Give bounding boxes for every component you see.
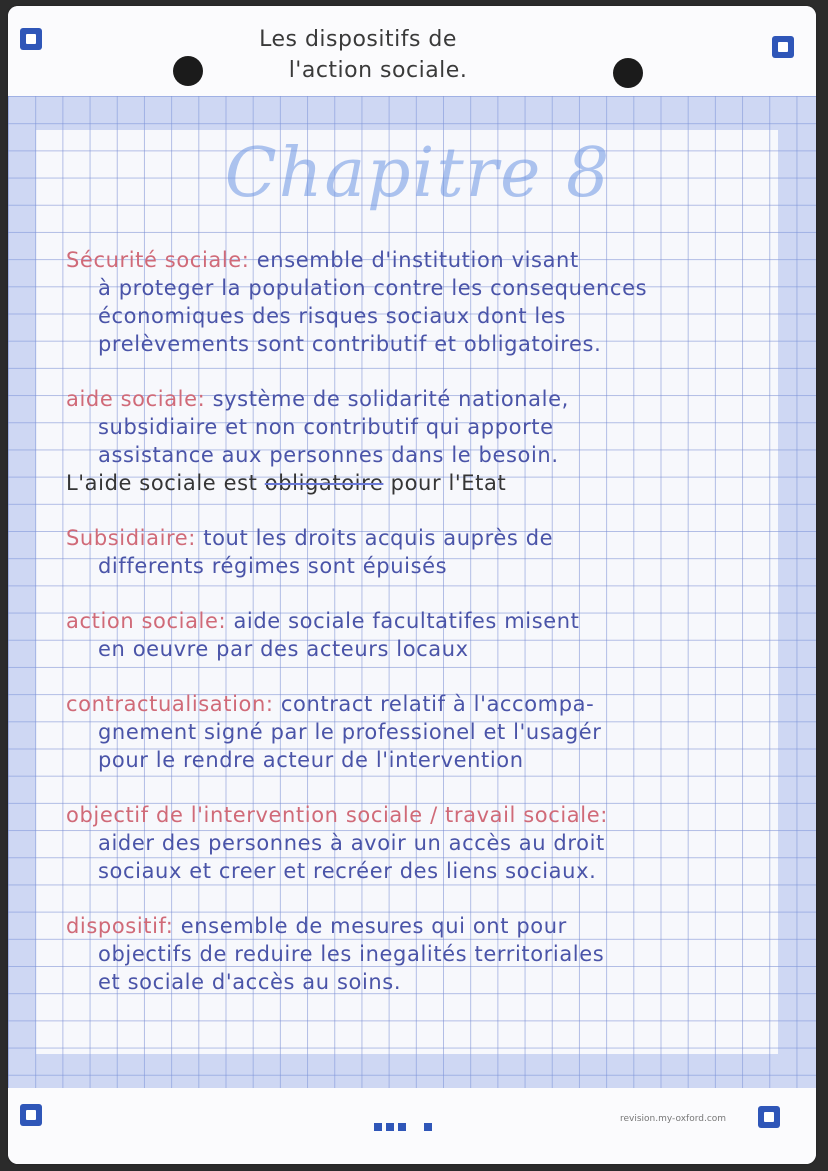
chapter-heading: Chapitre 8 xyxy=(224,134,612,213)
page-frame-right xyxy=(778,130,816,1054)
definition-note xyxy=(66,469,776,497)
definition-text: ensemble d'institution visant xyxy=(256,248,579,272)
definition-text: contract relatif à l'accompa- xyxy=(280,692,595,716)
definition-text: gnement signé par le professionel et l'usagér xyxy=(98,720,602,744)
footer-marks xyxy=(374,1116,436,1135)
definition-item xyxy=(66,801,776,885)
definition-text: ensemble de mesures qui ont pour xyxy=(180,914,567,938)
definition-term: objectif de l'intervention sociale / travail sociale: xyxy=(66,803,608,827)
definition-text: objectifs de reduire les inegalités territoriales xyxy=(98,942,605,966)
page-frame-left xyxy=(8,130,36,1054)
definition-item xyxy=(66,690,776,774)
definition-text: en oeuvre par des acteurs locaux xyxy=(98,637,469,661)
definition-term: Sécurité sociale: xyxy=(66,248,250,272)
definition-item xyxy=(66,607,776,663)
definition-item xyxy=(66,912,776,996)
note-text: L'aide sociale est xyxy=(66,471,265,495)
definition-text: pour le rendre acteur de l'intervention xyxy=(98,748,524,772)
definition-text: sociaux et creer et recréer des liens sociaux. xyxy=(98,859,597,883)
definition-text: tout les droits acquis auprès de xyxy=(203,526,554,550)
definition-text: differents régimes sont épuisés xyxy=(98,554,448,578)
corner-mark-icon xyxy=(20,1104,42,1126)
notebook-page xyxy=(8,6,816,1164)
page-frame-bottom xyxy=(8,1054,816,1088)
footer-mark-icon xyxy=(374,1123,382,1131)
corner-mark-icon xyxy=(772,36,794,58)
definition-text: aide sociale facultatifes misent xyxy=(233,609,580,633)
page-title-line: Les dispositifs de xyxy=(259,27,457,52)
footer-mark-icon xyxy=(386,1123,394,1131)
definition-text: et sociale d'accès au soins. xyxy=(98,970,402,994)
definition-term: Subsidiaire: xyxy=(66,526,196,550)
note-text: pour l'Etat xyxy=(383,471,507,495)
footer-mark-icon xyxy=(398,1123,406,1131)
corner-mark-icon xyxy=(758,1106,780,1128)
corner-mark-icon xyxy=(20,28,42,50)
definition-item xyxy=(66,524,776,580)
note-struck-text: obligatoire xyxy=(264,471,384,495)
brand-url: revision.my-oxford.com xyxy=(620,1114,727,1124)
definition-term: contractualisation: xyxy=(66,692,274,716)
binder-hole xyxy=(613,58,643,88)
definition-text: assistance aux personnes dans le besoin. xyxy=(98,443,559,467)
definition-text: subsidiaire et non contributif qui apporte xyxy=(98,415,554,439)
definition-text: système de solidarité nationale, xyxy=(212,387,569,411)
definitions-list xyxy=(66,246,776,996)
definition-item xyxy=(66,246,776,358)
definition-text: à proteger la population contre les consequences xyxy=(98,276,648,300)
definition-term: dispositif: xyxy=(66,914,174,938)
definition-text: économiques des risques sociaux dont les xyxy=(98,304,566,328)
page-title-line: l'action sociale. xyxy=(288,58,468,83)
definition-term: aide sociale: xyxy=(66,387,206,411)
page-frame-top xyxy=(8,96,816,130)
definition-text: prelèvements sont contributif et obligatoires. xyxy=(98,332,602,356)
definition-text: aider des personnes à avoir un accès au droit xyxy=(98,831,605,855)
definition-item xyxy=(66,385,776,497)
footer-mark-icon xyxy=(424,1123,432,1131)
definition-term: action sociale: xyxy=(66,609,227,633)
page-title xyxy=(198,24,518,86)
